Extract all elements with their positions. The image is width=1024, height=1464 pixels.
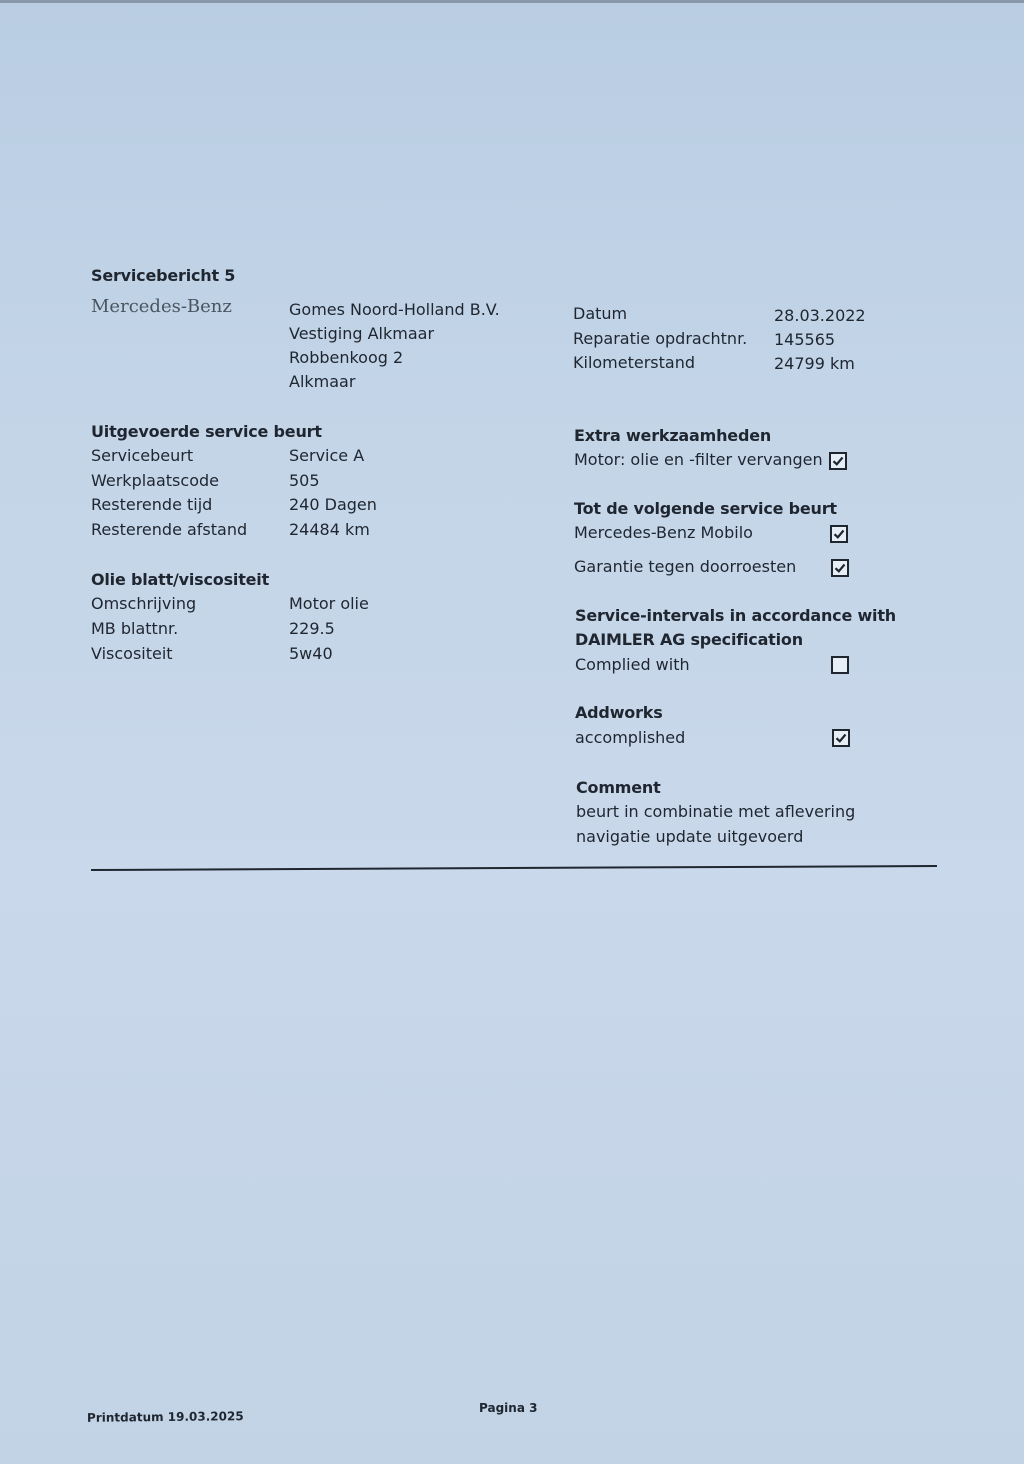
- info-value-mileage: 24799 km: [774, 354, 855, 373]
- checkmark-icon: [831, 454, 845, 468]
- info-label-date: Datum: [573, 304, 628, 323]
- service-value: 240 Dagen: [289, 495, 377, 514]
- checkmark-icon: [832, 527, 846, 541]
- service-heading: Uitgevoerde service beurt: [91, 422, 322, 441]
- dealer-city: Alkmaar: [289, 372, 356, 391]
- addworks-item-checkbox[interactable]: [832, 729, 850, 747]
- addworks-item-label: accomplished: [575, 728, 686, 747]
- extra-item-label: Motor: olie en -filter vervangen: [574, 450, 823, 469]
- page-top-edge: [0, 0, 1024, 3]
- service-label: Resterende afstand: [91, 520, 248, 539]
- intervals-item-checkbox[interactable]: [831, 656, 849, 674]
- next-item-label: Garantie tegen doorroesten: [574, 557, 797, 576]
- info-value-order: 145565: [774, 330, 836, 349]
- info-value-date: 28.03.2022: [774, 306, 866, 325]
- oil-heading: Olie blatt/viscositeit: [91, 570, 270, 589]
- document-title: Servicebericht 5: [91, 266, 236, 285]
- dealer-branch: Vestiging Alkmaar: [289, 324, 435, 343]
- checkmark-icon: [833, 561, 847, 575]
- intervals-heading-line2: DAIMLER AG specification: [575, 630, 803, 649]
- brand-logo-text: Mercedes-Benz: [91, 296, 232, 317]
- comment-line: navigatie update uitgevoerd: [576, 827, 804, 846]
- oil-value: Motor olie: [289, 594, 369, 613]
- service-label: Servicebeurt: [91, 446, 194, 465]
- info-label-order: Reparatie opdrachtnr.: [573, 329, 748, 348]
- checkmark-icon: [834, 731, 848, 745]
- section-divider: [91, 865, 937, 871]
- comment-line: beurt in combinatie met aflevering: [576, 802, 856, 821]
- next-heading: Tot de volgende service beurt: [574, 499, 837, 518]
- extra-item-checkbox[interactable]: [829, 452, 847, 470]
- oil-label: Omschrijving: [91, 594, 197, 613]
- oil-value: 5w40: [289, 644, 333, 663]
- dealer-name: Gomes Noord-Holland B.V.: [289, 300, 500, 319]
- intervals-item-label: Complied with: [575, 655, 690, 674]
- service-value: 24484 km: [289, 520, 370, 539]
- info-label-mileage: Kilometerstand: [573, 353, 696, 372]
- next-item-checkbox[interactable]: [831, 559, 849, 577]
- dealer-street: Robbenkoog 2: [289, 348, 404, 367]
- next-item-checkbox[interactable]: [830, 525, 848, 543]
- comment-heading: Comment: [576, 778, 661, 797]
- extra-heading: Extra werkzaamheden: [574, 426, 772, 445]
- oil-label: Viscositeit: [91, 644, 173, 663]
- oil-value: 229.5: [289, 619, 335, 638]
- service-value: Service A: [289, 446, 365, 465]
- service-value: 505: [289, 471, 320, 490]
- service-label: Werkplaatscode: [91, 471, 219, 490]
- next-item-label: Mercedes-Benz Mobilo: [574, 523, 753, 542]
- oil-label: MB blattnr.: [91, 619, 179, 638]
- print-date: Printdatum 19.03.2025: [86, 1409, 244, 1425]
- page-number: Pagina 3: [479, 1401, 538, 1415]
- intervals-heading-line1: Service-intervals in accordance with: [575, 606, 896, 625]
- addworks-heading: Addworks: [575, 703, 663, 722]
- service-label: Resterende tijd: [91, 495, 213, 514]
